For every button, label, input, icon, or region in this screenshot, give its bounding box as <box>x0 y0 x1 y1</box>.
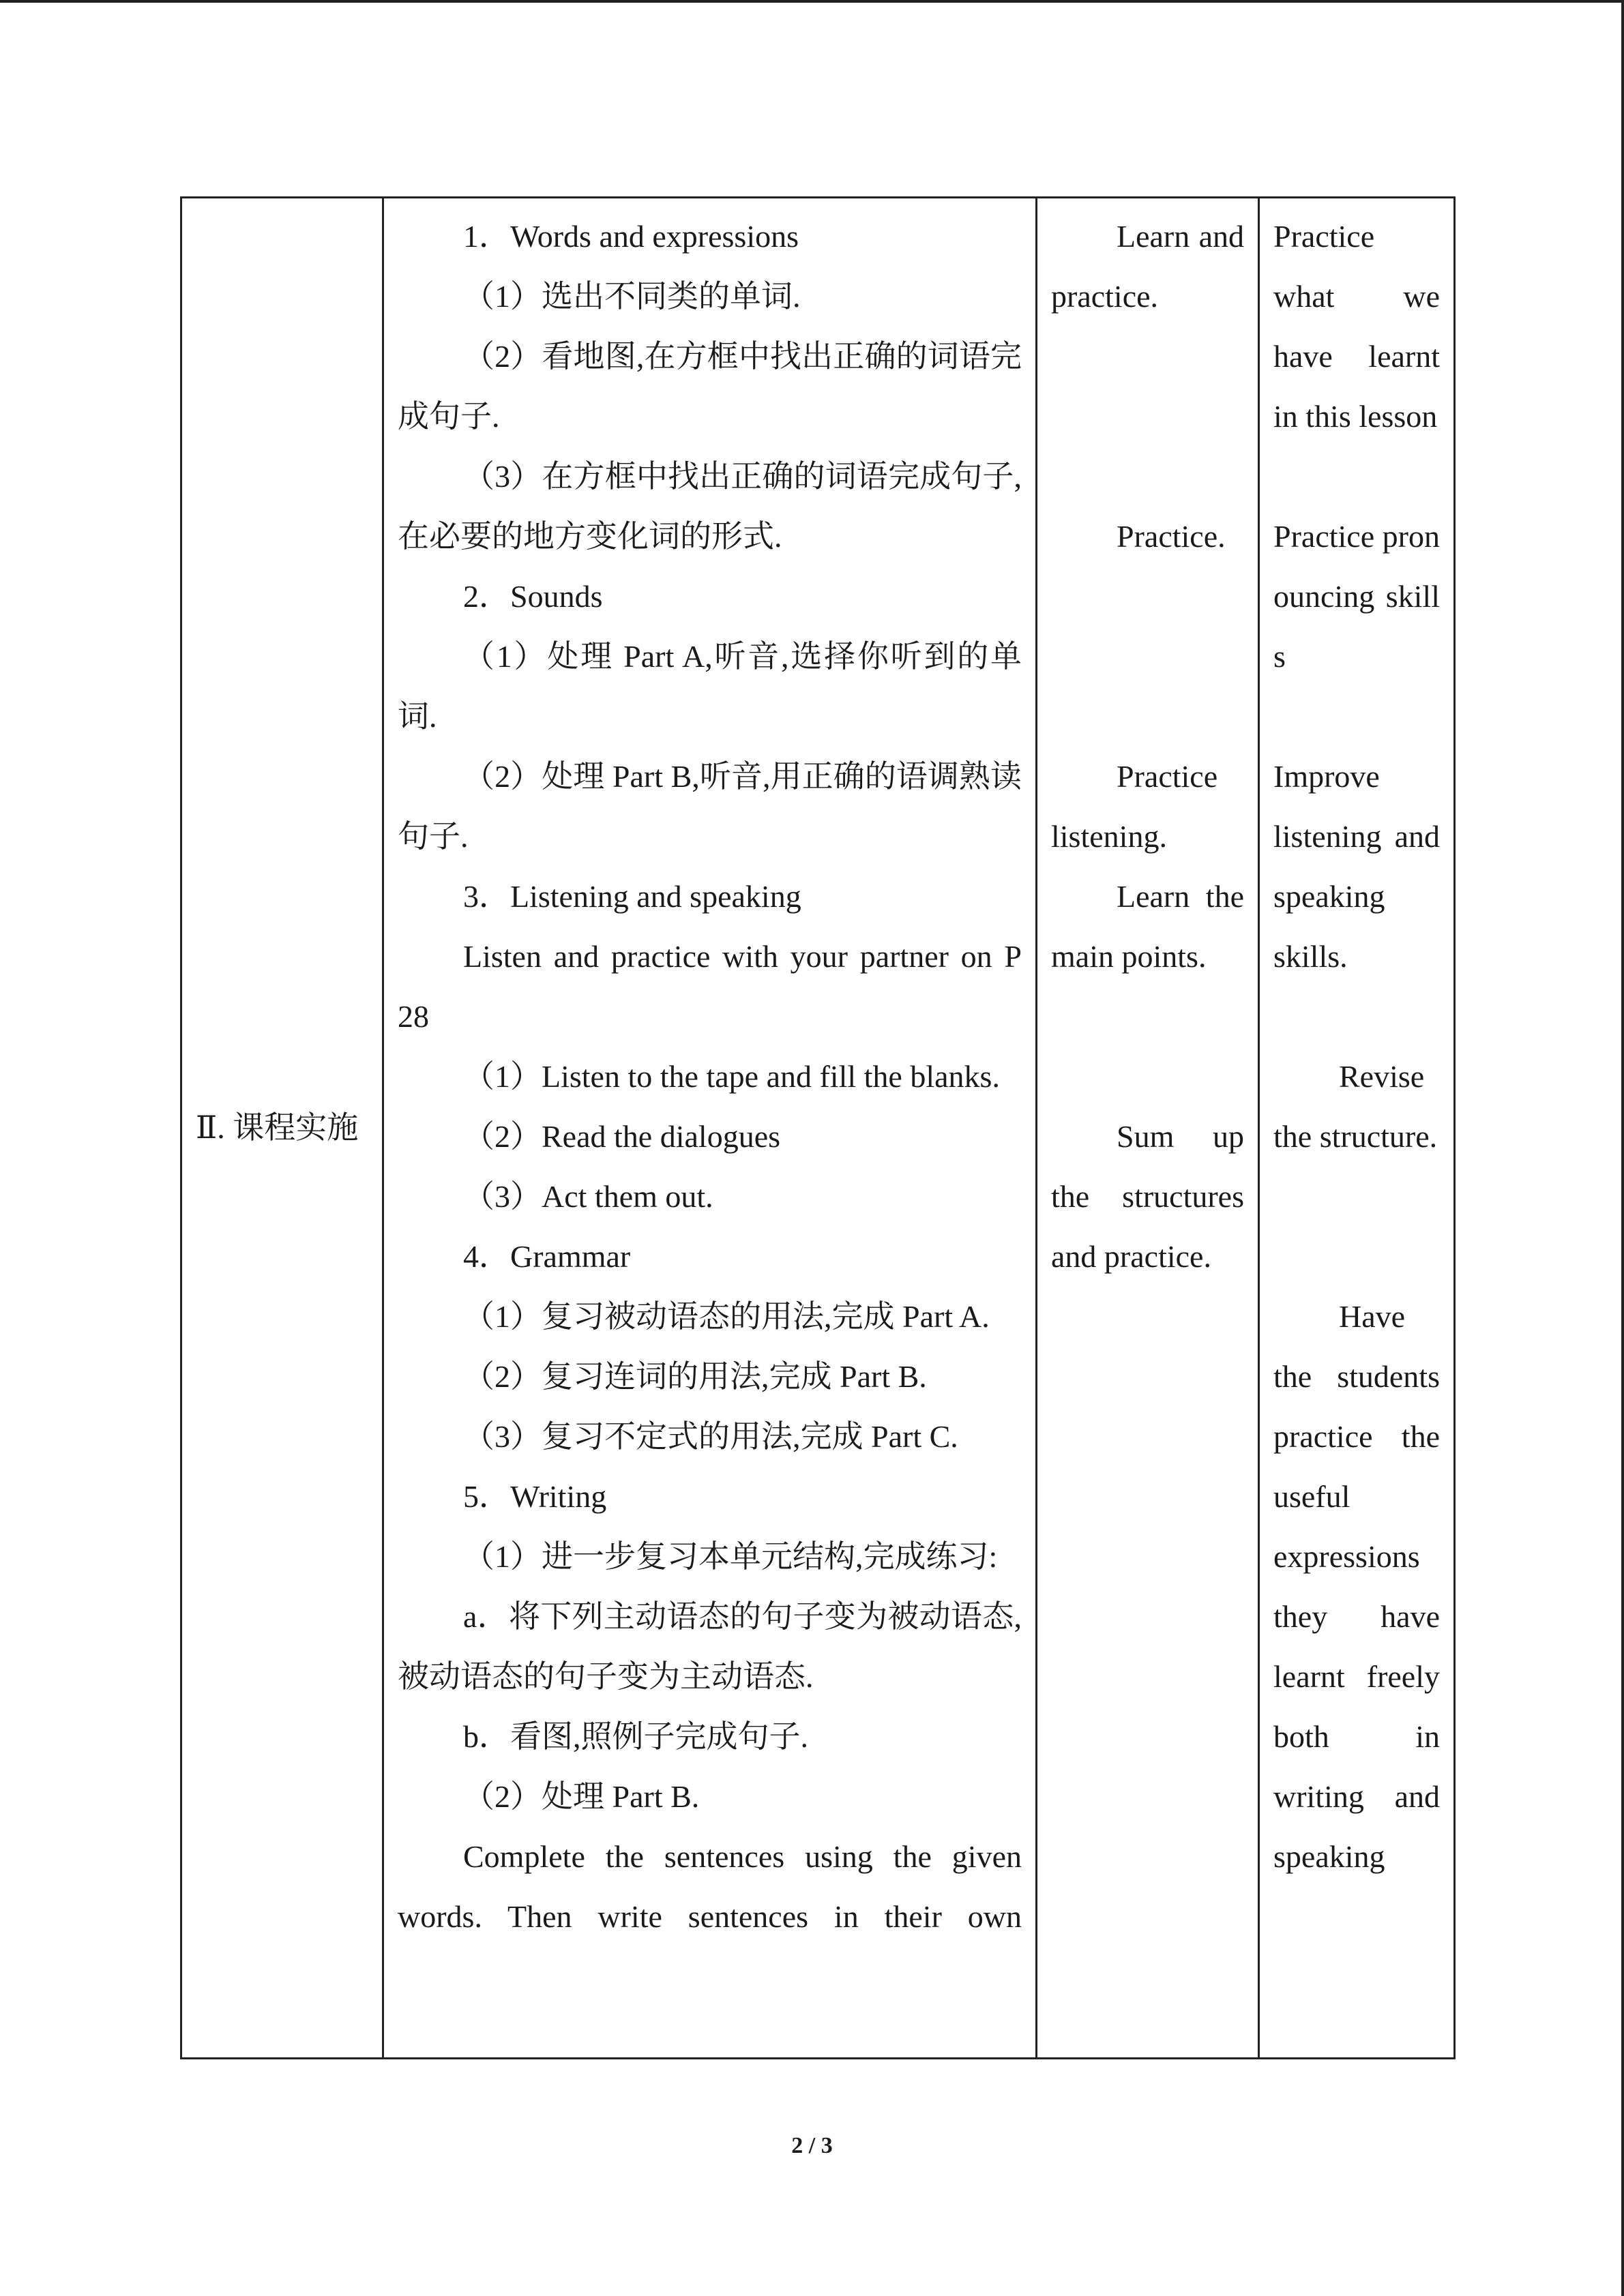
procedure-line: 4．Grammar <box>463 1239 631 1274</box>
purpose-cell <box>1259 198 1455 2059</box>
procedure-line: （2）复习连词的用法,完成 Part B. <box>463 1359 927 1394</box>
procedure-line: Listen and practice with your partner on P 28 <box>398 939 1022 1034</box>
procedure-line: （1）Listen to the tape and fill the blanks. <box>463 1059 1000 1094</box>
procedure-line: 2．Sounds <box>463 579 603 614</box>
procedure-line: （2）处理 Part B,听音,用正确的语调熟读句子. <box>398 759 1022 854</box>
purpose-text: Revise the structure. <box>1273 1059 1438 1154</box>
activity-text: Learn the main points. <box>1051 879 1244 974</box>
procedure-line: （1）进一步复习本单元结构,完成练习: <box>463 1539 998 1574</box>
procedure-line: （1）复习被动语态的用法,完成 Part A. <box>463 1299 990 1334</box>
purpose-text: Practice what we have learnt in this lesson <box>1273 219 1440 434</box>
activity-text: Sum up the structures and practice. <box>1051 1119 1244 1274</box>
procedure-line: b．看图,照例子完成句子. <box>463 1719 808 1754</box>
procedure-line: （3）在方框中找出正确的词语完成句子,在必要的地方变化词的形式. <box>398 459 1022 554</box>
procedure-line: （1）处理 Part A,听音,选择你听到的单词. <box>398 639 1022 734</box>
activity-text: Practice listening. <box>1051 759 1218 854</box>
table-row <box>181 198 1455 2059</box>
procedure-line: Complete the sentences using the given words. Then write sentences in their own <box>398 1839 1022 1934</box>
procedure-line: （2）处理 Part B. <box>463 1779 700 1814</box>
activity-text: Learn and practice. <box>1051 219 1244 314</box>
procedure-line: 1．Words and expressions <box>463 219 799 254</box>
purpose-text: Have the students practice the useful expressions they have learnt freely both in writing and speaking <box>1273 1299 1440 1874</box>
purpose-text: Improve listening and speaking skills. <box>1273 759 1440 974</box>
procedure-line: 3．Listening and speaking <box>463 879 801 914</box>
activity-cell <box>1037 198 1259 2059</box>
procedure-line: 5．Writing <box>463 1479 607 1514</box>
procedure-line: （3）Act them out. <box>463 1179 713 1214</box>
purpose-text: Practice pronouncing skills <box>1273 519 1440 674</box>
stage-cell <box>181 198 383 2059</box>
procedure-line: （1）选出不同类的单词. <box>463 279 801 314</box>
procedure-line: a．将下列主动语态的句子变为被动语态,被动语态的句子变为主动语态. <box>398 1599 1022 1694</box>
procedure-line: （3）复习不定式的用法,完成 Part C. <box>463 1419 958 1454</box>
activity-text: Practice. <box>1117 519 1226 554</box>
lesson-plan-table <box>180 196 1456 2059</box>
procedure-line: （2）看地图,在方框中找出正确的词语完成句子. <box>398 339 1022 434</box>
page-number: 2 / 3 <box>791 2133 833 2158</box>
procedure-cell <box>383 198 1037 2059</box>
stage-label: Ⅱ. 课程实施 <box>196 1110 359 1145</box>
procedure-line: （2）Read the dialogues <box>463 1119 781 1154</box>
